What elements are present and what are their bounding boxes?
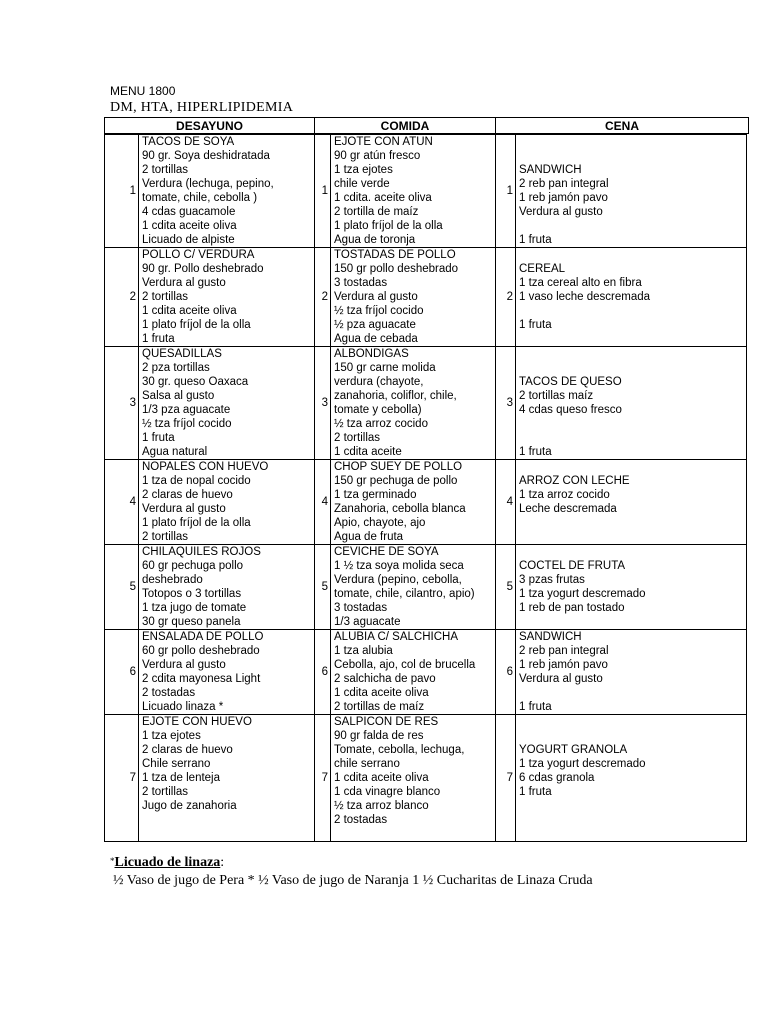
table-row <box>105 347 747 460</box>
menu-table <box>104 134 747 842</box>
table-row <box>105 630 747 715</box>
ingredient-line: 150 gr pechuga de pollo <box>334 475 458 487</box>
ingredient-line: 90 gr atún fresco <box>334 150 421 162</box>
ingredient-line: Tomate, cebolla, lechuga, <box>334 744 465 756</box>
ingredient-line: Cebolla, ajo, col de brucella <box>334 659 476 671</box>
ingredient-line <box>519 332 746 346</box>
header-desayuno: DESAYUNO <box>105 118 315 133</box>
ingredient-line: 1 cda vinagre blanco <box>334 786 441 798</box>
dish-line: POLLO C/ VERDURA <box>142 249 255 261</box>
comida-cell <box>331 248 496 347</box>
day-number-desayuno: 5 <box>105 545 139 630</box>
desayuno-cell <box>139 460 315 545</box>
comida-cell <box>331 135 496 248</box>
ingredient-line <box>519 516 746 530</box>
cena-cell <box>516 347 747 460</box>
dish-line: NOPALES CON HUEVO <box>142 461 269 473</box>
ingredient-line: Totopos o 3 tortillas <box>142 588 242 600</box>
ingredient-line <box>519 615 746 629</box>
ingredient-line: 1 plato fríjol de la olla <box>142 319 251 331</box>
footnote-text: ½ Vaso de jugo de Pera * ½ Vaso de jugo de Naranja 1 ½ Cucharitas de Linaza Cruda <box>113 873 593 888</box>
day-number-desayuno: 3 <box>105 347 139 460</box>
dish-line <box>519 135 746 149</box>
footnote-colon: : <box>220 855 225 870</box>
dish-line <box>519 347 746 361</box>
ingredient-line: 6 cdas granola <box>519 772 595 784</box>
dish-line <box>519 715 746 729</box>
dish-line: SANDWICH <box>519 631 582 643</box>
ingredient-line: 4 cdas queso fresco <box>519 404 622 416</box>
ingredient-line: 1 cdita aceite oliva <box>142 305 237 317</box>
ingredient-line: 1 tza alubia <box>334 645 393 657</box>
footnote-title <box>110 855 224 871</box>
ingredient-line: Verdura (lechuga, pepino, <box>142 178 274 190</box>
ingredient-line: 90 gr. Soya deshidratada <box>142 150 270 162</box>
day-number-desayuno: 7 <box>105 715 139 842</box>
ingredient-line <box>334 827 495 841</box>
footnote-title-text: Licuado de linaza <box>114 855 221 870</box>
ingredient-line: 1 fruta <box>519 446 552 458</box>
ingredient-line: ½ tza arroz blanco <box>334 800 429 812</box>
day-number-comida: 4 <box>315 460 331 545</box>
day-number-desayuno: 2 <box>105 248 139 347</box>
ingredient-line: ½ tza fríjol cocido <box>334 305 424 317</box>
ingredient-line: ½ tza fríjol cocido <box>142 418 232 430</box>
dish-line: CEVICHE DE SOYA <box>334 546 439 558</box>
ingredient-line: 2 salchicha de pavo <box>334 673 436 685</box>
ingredient-line: 60 gr pollo deshebrado <box>142 645 260 657</box>
ingredient-line: ½ tza arroz cocido <box>334 418 428 430</box>
ingredient-line: 3 pzas frutas <box>519 574 585 586</box>
day-number-comida: 5 <box>315 545 331 630</box>
day-number-comida: 7 <box>315 715 331 842</box>
ingredient-line: 30 gr queso panela <box>142 616 241 628</box>
ingredient-line: 1 tza yogurt descremado <box>519 588 646 600</box>
ingredient-line: 1 reb de pan tostado <box>519 602 625 614</box>
ingredient-line: 1 cdita aceite oliva <box>334 687 429 699</box>
dish-line <box>519 248 746 262</box>
ingredient-line: 1 fruta <box>142 432 175 444</box>
ingredient-line: Verdura al gusto <box>519 206 603 218</box>
cena-cell <box>516 630 747 715</box>
menu-title: MENU 1800 <box>110 84 176 98</box>
dish-line: TACOS DE SOYA <box>142 136 235 148</box>
ingredient-line: 1/3 aguacate <box>334 616 401 628</box>
ingredient-line <box>519 361 746 375</box>
desayuno-cell <box>139 135 315 248</box>
ingredient-line <box>519 686 746 700</box>
ingredient-line: 1/3 pza aguacate <box>142 404 231 416</box>
comida-cell <box>331 545 496 630</box>
ingredient-line <box>519 304 746 318</box>
ingredient-line: ½ pza aguacate <box>334 319 416 331</box>
ingredient-line: 1 tza de nopal cocido <box>142 475 251 487</box>
table-row <box>105 460 747 545</box>
dish-line: EJOTE CON ATUN <box>334 136 433 148</box>
table-row <box>105 545 747 630</box>
ingredient-line: 1 fruta <box>519 234 552 246</box>
ingredient-line: ARROZ CON LECHE <box>519 475 630 487</box>
ingredient-line: deshebrado <box>142 574 203 586</box>
ingredient-line: 1 tza arroz cocido <box>519 489 610 501</box>
dish-line: ENSALADA DE POLLO <box>142 631 264 643</box>
ingredient-line <box>142 827 314 841</box>
comida-cell <box>331 630 496 715</box>
ingredient-line: chile serrano <box>334 758 400 770</box>
ingredient-line: 1 tza de lenteja <box>142 772 221 784</box>
ingredient-line: Verdura (pepino, cebolla, <box>334 574 462 586</box>
ingredient-line: tomate, chile, cilantro, apio) <box>334 588 475 600</box>
ingredient-line: Verdura al gusto <box>519 673 603 685</box>
ingredient-line: 2 tortillas <box>142 164 189 176</box>
ingredient-line: 2 reb pan integral <box>519 645 609 657</box>
desayuno-cell <box>139 248 315 347</box>
ingredient-line: 3 tostadas <box>334 602 388 614</box>
ingredient-line: 60 gr pechuga pollo <box>142 560 244 572</box>
ingredient-line: 90 gr falda de res <box>334 730 424 742</box>
ingredient-line: Apio, chayote, ajo <box>334 517 426 529</box>
ingredient-line: 150 gr pollo deshebrado <box>334 263 459 275</box>
ingredient-line: 2 tostadas <box>142 687 196 699</box>
ingredient-line: 1 fruta <box>519 319 552 331</box>
ingredient-line: 1 vaso leche descremada <box>519 291 651 303</box>
menu-subtitle: DM, HTA, HIPERLIPIDEMIA <box>110 100 294 115</box>
ingredient-line: Licuado de alpiste <box>142 234 235 246</box>
ingredient-line: Jugo de zanahoria <box>142 800 237 812</box>
table-row <box>105 135 747 248</box>
ingredient-line <box>519 149 746 163</box>
day-number-desayuno: 6 <box>105 630 139 715</box>
ingredient-line: 1 cdita aceite <box>334 446 402 458</box>
table-row <box>105 248 747 347</box>
ingredient-line: Agua de toronja <box>334 234 416 246</box>
day-number-comida: 1 <box>315 135 331 248</box>
comida-cell <box>331 715 496 842</box>
ingredient-line: 90 gr. Pollo deshebrado <box>142 263 264 275</box>
dish-line: EJOTE CON HUEVO <box>142 716 252 728</box>
ingredient-line: 1 ½ tza soya molida seca <box>334 560 464 572</box>
ingredient-line: Leche descremada <box>519 503 617 515</box>
day-number-cena: 5 <box>496 545 516 630</box>
ingredient-line: Licuado linaza * <box>142 701 224 713</box>
day-number-cena: 3 <box>496 347 516 460</box>
day-number-cena: 6 <box>496 630 516 715</box>
ingredient-line <box>519 417 746 431</box>
ingredient-line: 2 pza tortillas <box>142 362 210 374</box>
ingredient-line: TACOS DE QUESO <box>519 376 622 388</box>
dish-line: ALBONDIGAS <box>334 348 409 360</box>
ingredient-line: 1 plato fríjol de la olla <box>142 517 251 529</box>
ingredient-line: Zanahoria, cebolla blanca <box>334 503 466 515</box>
ingredient-line: COCTEL DE FRUTA <box>519 560 626 572</box>
day-number-cena: 1 <box>496 135 516 248</box>
ingredient-line: Chile serrano <box>142 758 211 770</box>
day-number-desayuno: 4 <box>105 460 139 545</box>
ingredient-line: 2 tortillas de maíz <box>334 701 425 713</box>
ingredient-line: 2 cdita mayonesa Light <box>142 673 261 685</box>
ingredient-line: 2 tortillas <box>334 432 381 444</box>
ingredient-line: chile verde <box>334 178 390 190</box>
ingredient-line: 1 plato fríjol de la olla <box>334 220 443 232</box>
desayuno-cell <box>139 347 315 460</box>
ingredient-line: 1 cdita aceite oliva <box>334 772 429 784</box>
cena-cell <box>516 460 747 545</box>
ingredient-line: 2 tortilla de maíz <box>334 206 419 218</box>
ingredient-line: 30 gr. queso Oaxaca <box>142 376 249 388</box>
ingredient-line: 2 tortillas <box>142 291 189 303</box>
header-cena: CENA <box>604 118 639 133</box>
dish-line: SALPICON DE RES <box>334 716 439 728</box>
ingredient-line: 2 tortillas <box>142 531 189 543</box>
ingredient-line <box>519 813 746 827</box>
day-number-comida: 2 <box>315 248 331 347</box>
ingredient-line: YOGURT GRANOLA <box>519 744 628 756</box>
ingredient-line: 1 tza ejotes <box>334 164 393 176</box>
day-number-comida: 6 <box>315 630 331 715</box>
ingredient-line <box>519 219 746 233</box>
ingredient-line: 4 cdas guacamole <box>142 206 236 218</box>
ingredient-line: 2 tortillas maíz <box>519 390 594 402</box>
day-number-desayuno: 1 <box>105 135 139 248</box>
header-comida: COMIDA <box>315 118 496 133</box>
cena-cell <box>516 248 747 347</box>
ingredient-line: Verdura al gusto <box>142 659 226 671</box>
dish-line: CHOP SUEY DE POLLO <box>334 461 463 473</box>
comida-cell <box>331 460 496 545</box>
ingredient-line: verdura (chayote, <box>334 376 424 388</box>
day-number-cena: 4 <box>496 460 516 545</box>
ingredient-line: tomate, chile, cebolla ) <box>142 192 258 204</box>
ingredient-line: Verdura al gusto <box>334 291 418 303</box>
ingredient-line: 1 tza cereal alto en fibra <box>519 277 642 289</box>
footnote-asterisk: * <box>110 856 115 866</box>
ingredient-line <box>519 729 746 743</box>
ingredient-line: tomate y cebolla) <box>334 404 422 416</box>
day-number-cena: 7 <box>496 715 516 842</box>
ingredient-line: 1 tza ejotes <box>142 730 201 742</box>
dish-line: ALUBIA C/ SALCHICHA <box>334 631 458 643</box>
ingredient-line <box>142 813 314 827</box>
ingredient-line: 150 gr carne molida <box>334 362 436 374</box>
ingredient-line: zanahoria, coliflor, chile, <box>334 390 457 402</box>
dish-line: TOSTADAS DE POLLO <box>334 249 456 261</box>
dish-line: CHILAQUILES ROJOS <box>142 546 261 558</box>
ingredient-line: CEREAL <box>519 263 566 275</box>
ingredient-line: 1 fruta <box>142 333 175 345</box>
dish-line: QUESADILLAS <box>142 348 222 360</box>
ingredient-line <box>519 431 746 445</box>
desayuno-cell <box>139 715 315 842</box>
ingredient-line: Agua de cebada <box>334 333 418 345</box>
ingredient-line: 1 reb jamón pavo <box>519 659 608 671</box>
day-number-cena: 2 <box>496 248 516 347</box>
ingredient-line: Verdura al gusto <box>142 277 226 289</box>
ingredient-line: 2 tortillas <box>142 786 189 798</box>
ingredient-line: 1 cdita aceite oliva <box>142 220 237 232</box>
table-row <box>105 715 747 842</box>
ingredient-line: 1 reb jamón pavo <box>519 192 608 204</box>
ingredient-line: 1 fruta <box>519 786 552 798</box>
ingredient-line: SANDWICH <box>519 164 582 176</box>
ingredient-line: 2 reb pan integral <box>519 178 609 190</box>
cena-cell <box>516 135 747 248</box>
desayuno-cell <box>139 630 315 715</box>
ingredient-line: 2 claras de huevo <box>142 744 233 756</box>
menu-table-body <box>105 135 747 842</box>
ingredient-line: 2 tostadas <box>334 814 388 826</box>
ingredient-line <box>519 530 746 544</box>
ingredient-line: 2 claras de huevo <box>142 489 233 501</box>
ingredient-line: 3 tostadas <box>334 277 388 289</box>
ingredient-line: 1 tza germinado <box>334 489 417 501</box>
ingredient-line: 1 cdita. aceite oliva <box>334 192 432 204</box>
ingredient-line <box>519 827 746 841</box>
dish-line <box>519 460 746 474</box>
ingredient-line <box>519 799 746 813</box>
ingredient-line: Agua de fruta <box>334 531 404 543</box>
ingredient-line: 1 tza yogurt descremado <box>519 758 646 770</box>
dish-line <box>519 545 746 559</box>
ingredient-line: 1 tza jugo de tomate <box>142 602 247 614</box>
ingredient-line: Salsa al gusto <box>142 390 215 402</box>
comida-cell <box>331 347 496 460</box>
ingredient-line: Agua natural <box>142 446 208 458</box>
ingredient-line: Verdura al gusto <box>142 503 226 515</box>
desayuno-cell <box>139 545 315 630</box>
cena-cell <box>516 715 747 842</box>
cena-cell <box>516 545 747 630</box>
day-number-comida: 3 <box>315 347 331 460</box>
ingredient-line: 1 fruta <box>519 701 552 713</box>
table-header <box>104 117 749 134</box>
